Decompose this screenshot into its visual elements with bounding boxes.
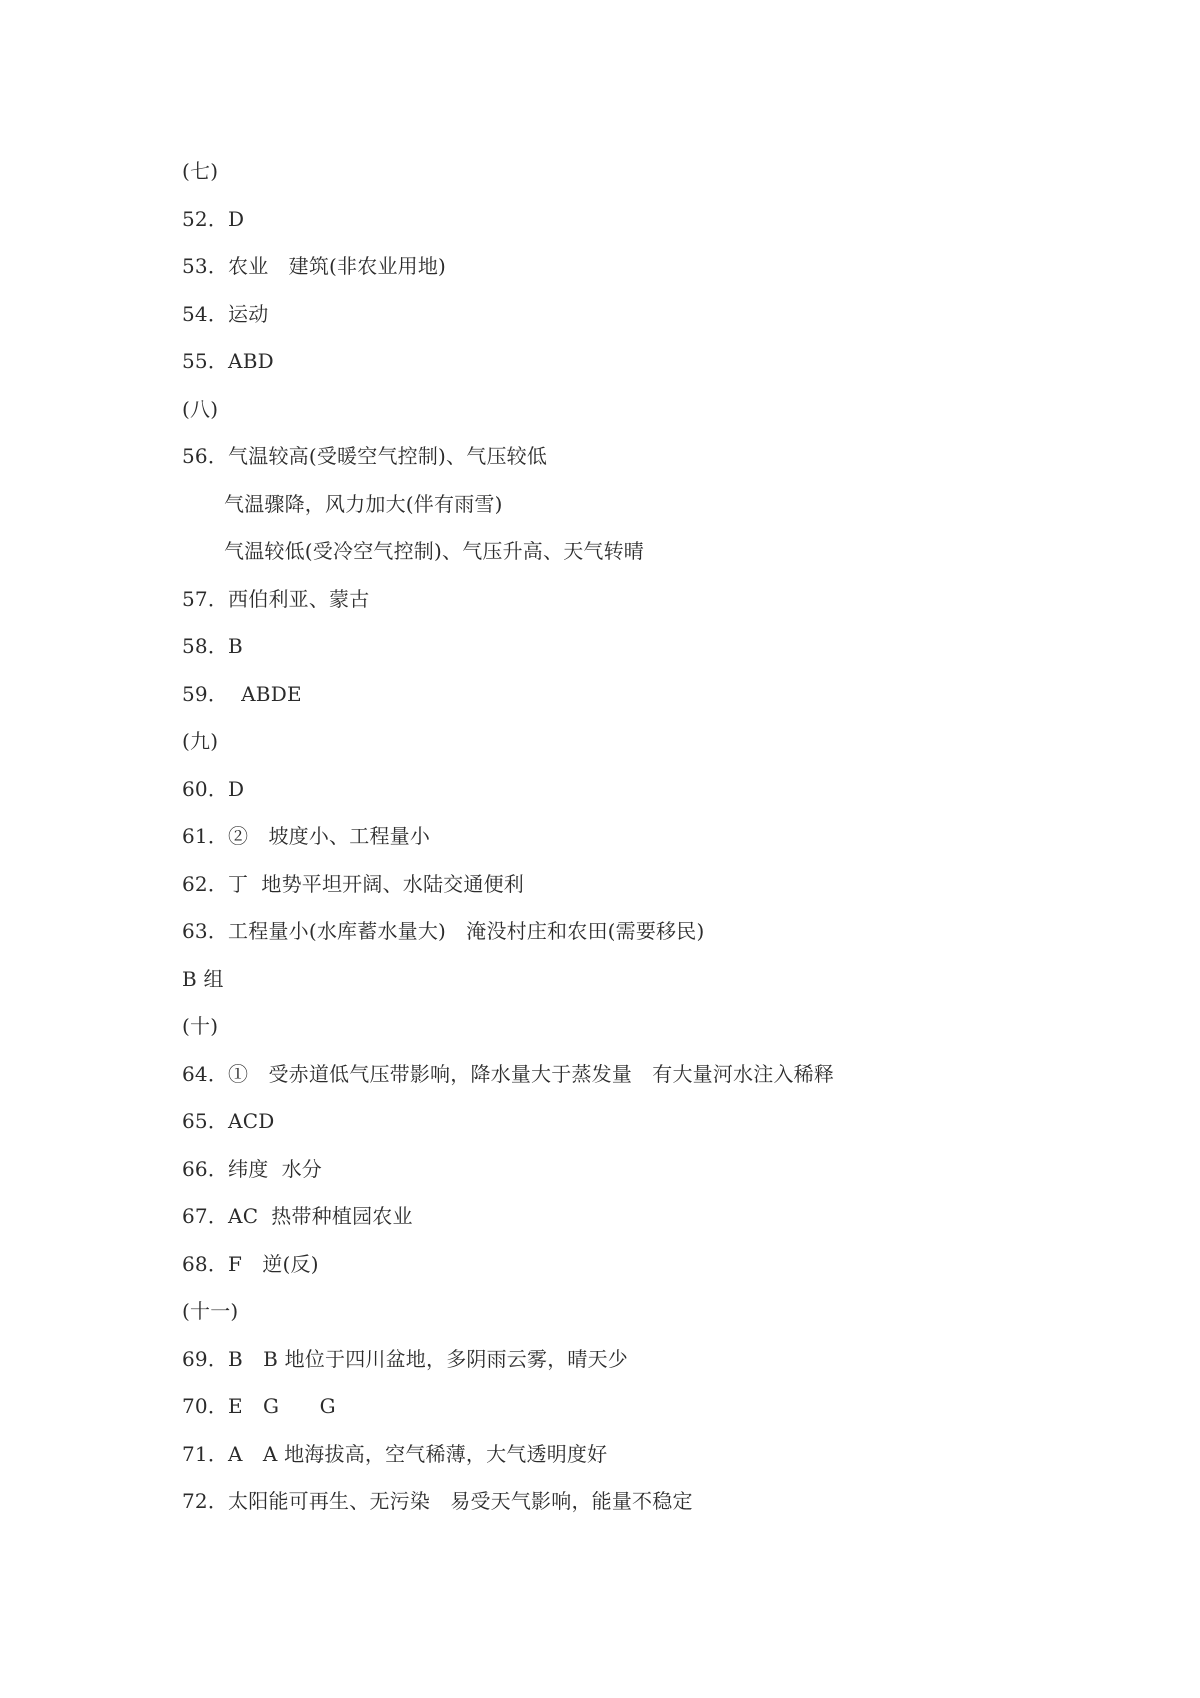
section-heading: (十)	[182, 1014, 219, 1038]
answer-line: 67．AC 热带种植园农业	[182, 1204, 413, 1228]
group-heading: B 组	[182, 966, 224, 991]
section-heading: (十一)	[182, 1299, 239, 1323]
section-heading: (七)	[182, 159, 219, 183]
answer-line: 52．D	[182, 206, 245, 231]
answer-line: 60．D	[182, 776, 245, 801]
answer-list	[182, 152, 1082, 1530]
answer-line: 72．太阳能可再生、无污染 易受天气影响，能量不稳定	[182, 1489, 693, 1513]
answer-line: 58．B	[182, 634, 243, 658]
answer-line: 59． ABDE	[182, 681, 302, 706]
answer-line: 61．② 坡度小、工程量小	[182, 824, 431, 848]
answer-continuation: 气温骤降，风力加大(伴有雨雪)	[224, 491, 503, 516]
answer-line: 69．B B 地位于四川盆地，多阴雨云雾，晴天少	[182, 1346, 629, 1371]
answer-line: 66．纬度 水分	[182, 1156, 322, 1181]
answer-line: 55．ABD	[182, 349, 274, 373]
answer-line: 62．丁 地势平坦开阔、水陆交通便利	[182, 871, 524, 896]
answer-line: 71．A A 地海拔高，空气稀薄，大气透明度好	[182, 1441, 608, 1466]
answer-line: 70．E G G	[182, 1394, 336, 1418]
answer-line: 53．农业 建筑(非农业用地)	[182, 254, 447, 278]
section-heading: (九)	[182, 729, 219, 753]
answer-line: 63．工程量小(水库蓄水量大) 淹没村庄和农田(需要移民)	[182, 919, 705, 943]
answer-line: 57．西伯利亚、蒙古	[182, 586, 370, 611]
section-heading: (八)	[182, 396, 219, 421]
answer-continuation: 气温较低(受冷空气控制)、气压升高、天气转晴	[224, 539, 645, 563]
answer-line: 68．F 逆(反)	[182, 1251, 319, 1276]
answer-line: 64．① 受赤道低气压带影响，降水量大于蒸发量 有大量河水注入稀释	[182, 1061, 835, 1086]
answer-line: 54．运动	[182, 301, 269, 326]
answer-line: 65．ACD	[182, 1109, 275, 1133]
answer-line: 56．气温较高(受暖空气控制)、气压较低	[182, 444, 548, 468]
